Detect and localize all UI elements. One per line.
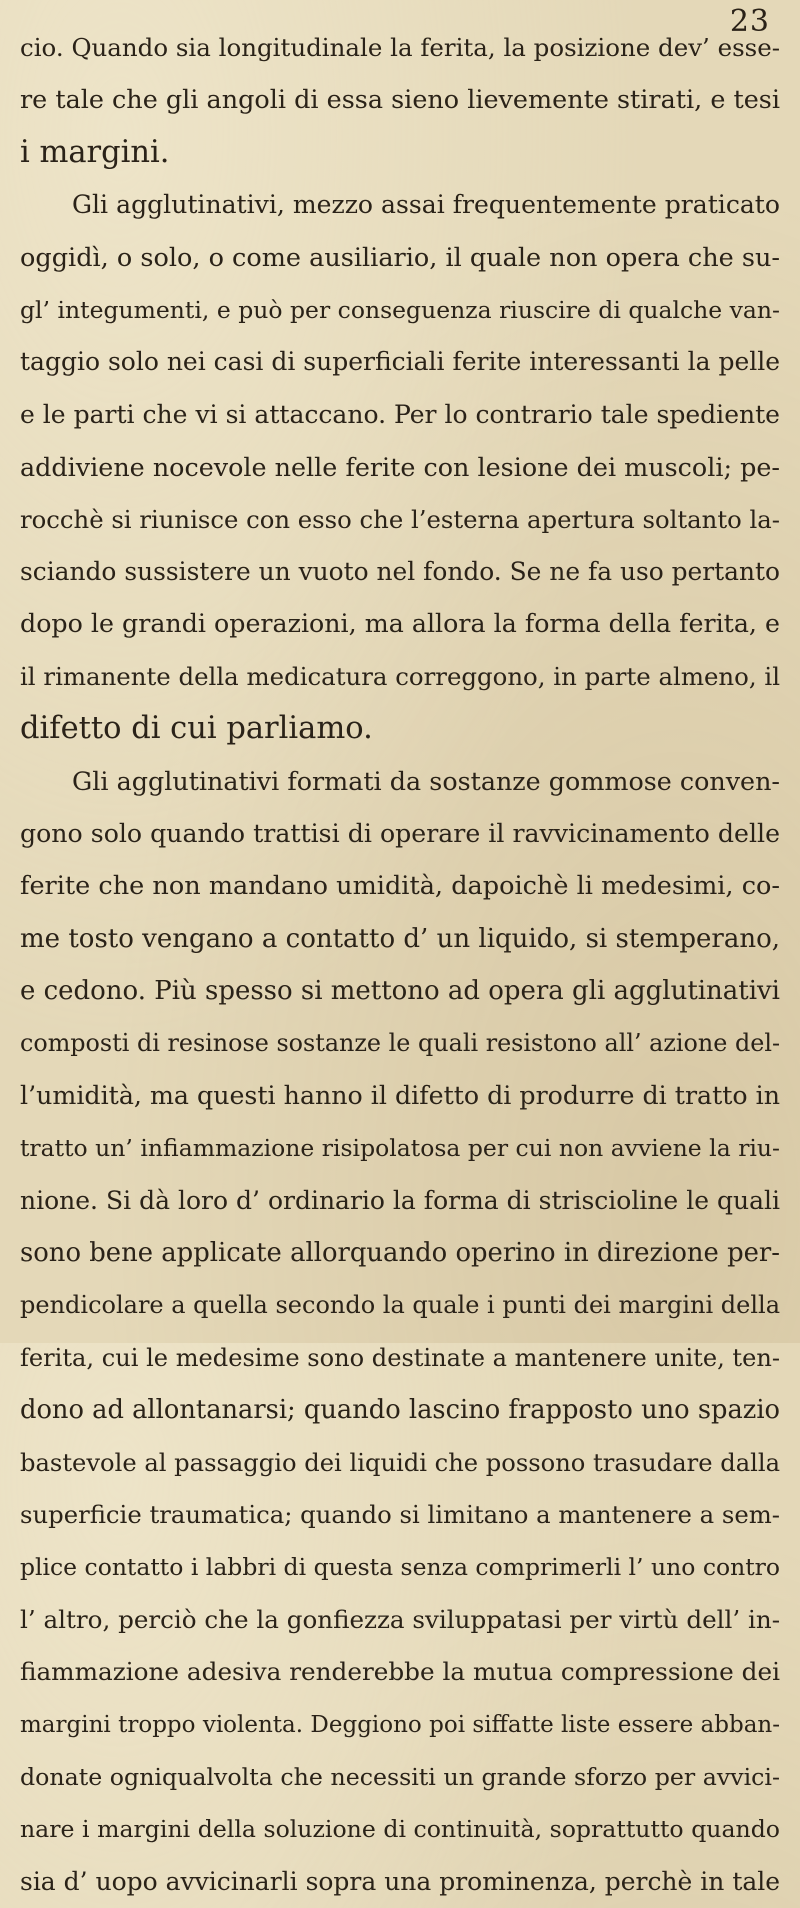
text-line: l’umidità, ma questi hanno il difetto di produrre di tratto in bbox=[20, 1080, 780, 1110]
text-line: re tale che gli angoli di essa sieno lievemente stirati, e tesi bbox=[20, 85, 780, 116]
text-line: nare i margini della soluzione di continuità, soprattutto quando bbox=[20, 1815, 780, 1844]
text-line: bastevole al passaggio dei liquidi che possono trasudare dalla bbox=[20, 1448, 781, 1477]
text-line: l’ altro, perciò che la gonfiezza sviluppatasi per virtù dell’ in- bbox=[20, 1604, 780, 1634]
text-line: sia d’ uopo avvicinarli sopra una prominenza, perchè in tale bbox=[20, 1866, 780, 1896]
page-number: 23 bbox=[729, 4, 770, 39]
text-line: donate ogniqualvolta che necessiti un grande sforzo per avvici- bbox=[20, 1762, 780, 1791]
text-line: sciando sussistere un vuoto nel fondo. Se ne fa uso pertanto bbox=[20, 556, 780, 586]
text-line: nione. Si dà loro d’ ordinario la forma di striscioline le quali bbox=[20, 1185, 780, 1215]
text-line: rocchè si riunisce con esso che l’esterna apertura soltanto la- bbox=[20, 504, 780, 534]
text-line: il rimanente della medicatura correggono, in parte almeno, il bbox=[20, 661, 780, 691]
text-line: Gli agglutinativi formati da sostanze gommose conven- bbox=[72, 766, 780, 797]
text-line: pendicolare a quella secondo la quale i punti dei margini della bbox=[20, 1291, 781, 1320]
text-line: gono solo quando trattisi di operare il ravvicinamento delle bbox=[20, 818, 780, 848]
body-text bbox=[20, 22, 780, 1908]
text-line: i margini. bbox=[20, 134, 170, 170]
text-line: oggidì, o solo, o come ausiliario, il quale non opera che su- bbox=[20, 242, 780, 273]
text-line: tratto un’ infiammazione risipolatosa per cui non avviene la riu- bbox=[20, 1134, 780, 1163]
text-line: ferita, cui le medesime sono destinate a mantenere unite, ten- bbox=[20, 1343, 780, 1372]
text-line: e cedono. Più spesso si mettono ad opera gli agglutinativi bbox=[20, 976, 780, 1007]
text-line: cio. Quando sia longitudinale la ferita, la posizione dev’ esse- bbox=[20, 33, 780, 62]
text-line: addiviene nocevole nelle ferite con lesione dei muscoli; pe- bbox=[20, 452, 780, 483]
text-line: margini troppo violenta. Deggiono poi siffatte liste essere abban- bbox=[20, 1711, 780, 1738]
text-line: plice contatto i labbri di questa senza comprimerli l’ uno contro bbox=[20, 1553, 780, 1582]
text-line: dono ad allontanarsi; quando lascino frapposto uno spazio bbox=[20, 1395, 780, 1426]
text-line: difetto di cui parliamo. bbox=[20, 711, 373, 747]
text-line: me tosto vengano a contatto d’ un liquido, si stemperano, bbox=[20, 923, 780, 954]
text-line: taggio solo nei casi di superficiali ferite interessanti la pelle bbox=[20, 347, 781, 377]
text-line: sono bene applicate allorquando operino in direzione per- bbox=[20, 1237, 780, 1268]
text-line: composti di resinose sostanze le quali resistono all’ azione del- bbox=[20, 1029, 780, 1058]
text-line: dopo le grandi operazioni, ma allora la forma della ferita, e bbox=[20, 609, 780, 639]
text-line: fiammazione adesiva renderebbe la mutua compressione dei bbox=[20, 1657, 780, 1687]
text-line: ferite che non mandano umidità, dapoichè li medesimi, co- bbox=[20, 871, 780, 902]
text-line: superficie traumatica; quando si limitano a mantenere a sem- bbox=[20, 1499, 780, 1529]
text-line: Gli agglutinativi, mezzo assai frequentemente praticato bbox=[72, 190, 780, 220]
text-line: e le parti che vi si attaccano. Per lo contrario tale spediente bbox=[20, 399, 780, 429]
text-line: gl’ integumenti, e può per conseguenza riuscire di qualche van- bbox=[20, 295, 780, 324]
